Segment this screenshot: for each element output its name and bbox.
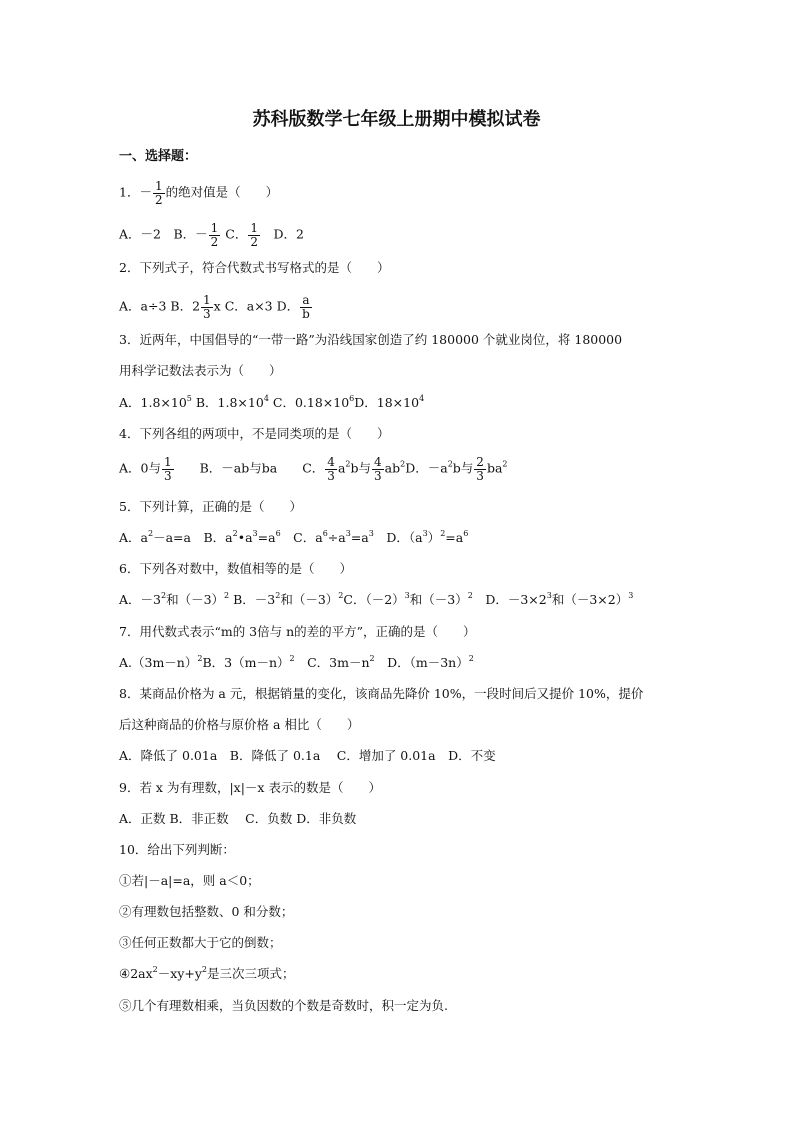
question-2-options: A．a÷3 B．2 $\frac{1}{3}$ x C．a×3 D． $\frac{a}{b}$ <box>119 293 310 321</box>
fraction: $\frac{a}{b}$ <box>302 293 310 321</box>
judgement-2: ②有理数包括整数、0 和分数； <box>119 904 294 919</box>
question-10: 10．给出下列判断： <box>119 842 235 857</box>
question-5-options: A．$a^2-a=a$ B．$a^2•a^3=a^6$ C．$a^6\div a^3=a^3$ D．$(a^3)^2=a^6$ <box>119 529 469 545</box>
question-8-options: A．降低了 0.01a B．降低了 0.1a C．增加了 0.01a D．不变 <box>119 748 496 763</box>
judgement-3: ③任何正数都大于它的倒数； <box>119 935 282 950</box>
question-6-options: A．$-3^2$和$(-3)^2$ B．$-3^2$和$(-3)^2C$．$(-2)^3$和$(-3)^2$ D．$-3\times 2^3$和$(-3\times 2)^3$ <box>119 591 634 607</box>
fraction: $\frac{1}{2}$ <box>154 179 163 207</box>
question-2: 2．下列式子，符合代数式书写格式的是（ ） <box>119 260 390 275</box>
question-1: 1．－ $\frac{1}{2}$ 的绝对值是（ ） <box>119 179 279 207</box>
question-4: 4．下列各组的两项中，不是同类项的是（ ） <box>119 426 390 441</box>
question-7: 7．用代数式表示“m的 3倍与 n的差的平方”，正确的是（ ） <box>119 624 476 639</box>
question-8-line-1: 8．某商品价格为 a 元，根据销量的变化，该商品先降价 10%，一段时间后又提价 10%，提价 <box>119 686 644 701</box>
fraction: $\frac{1}{2}$ <box>210 221 219 249</box>
question-4-options: A．0与 $\frac{1}{3}$ B．－ab与ba C． $\frac{4}{3}$ $a^2b$与 $\frac{4}{3}$ $ab^2D$．$-a^2b$与 $\frac{2}{3}$ $ba^2$ <box>119 455 508 483</box>
fraction: $\frac{2}{3}$ <box>476 455 484 483</box>
question-5: 5．下列计算，正确的是（ ） <box>119 499 302 514</box>
question-3-line-1: 3．近两年，中国倡导的“一带一路”为沿线国家创造了约 180000 个就业岗位，将 180000 <box>119 332 623 347</box>
question-3-line-2: 用科学记数法表示为（ ） <box>119 363 282 378</box>
judgement-1: ①若|－a|=a，则 a＜0； <box>119 873 260 888</box>
judgement-4: $④2ax^2-xy+y^2$是三次三项式； <box>119 965 295 981</box>
fraction: $\frac{4}{3}$ <box>327 455 335 483</box>
fraction: $\frac{1}{3}$ <box>163 455 172 483</box>
page-title: 苏科版数学七年级上册期中模拟试卷 <box>252 109 541 130</box>
question-8-line-2: 后这种商品的价格与原价格 a 相比（ ） <box>119 717 360 732</box>
question-7-options: $A.(3m-n)^2B$．$3(m-n)^2$ C．$3m-n^2$ D．$(m-3n)^2$ <box>119 654 474 670</box>
question-9: 9．若 x 为有理数，|x|－x 表示的数是（ ） <box>119 780 381 795</box>
question-3-options: A．$1.8\times 10^5$ B．$1.8\times 10^4$ C．$0.18\times 10^6D$．$18\times 10^4$ <box>119 394 425 410</box>
question-1-options: A．－2 B．－ $\frac{1}{2}$ C． $\frac{1}{2}$ D．2 <box>119 221 304 249</box>
fraction: $\frac{4}{3}$ <box>374 455 382 483</box>
judgement-5: ⑤几个有理数相乘，当负因数的个数是奇数时，积一定为负. <box>119 998 448 1013</box>
fraction: $\frac{1}{2}$ <box>250 221 258 249</box>
section-heading: 一、选择题： <box>119 149 198 164</box>
question-9-options: A．正数 B．非正数 C．负数 D．非负数 <box>119 811 357 826</box>
question-6: 6．下列各对数中，数值相等的是（ ） <box>119 561 352 576</box>
fraction: $\frac{1}{3}$ <box>203 293 211 321</box>
